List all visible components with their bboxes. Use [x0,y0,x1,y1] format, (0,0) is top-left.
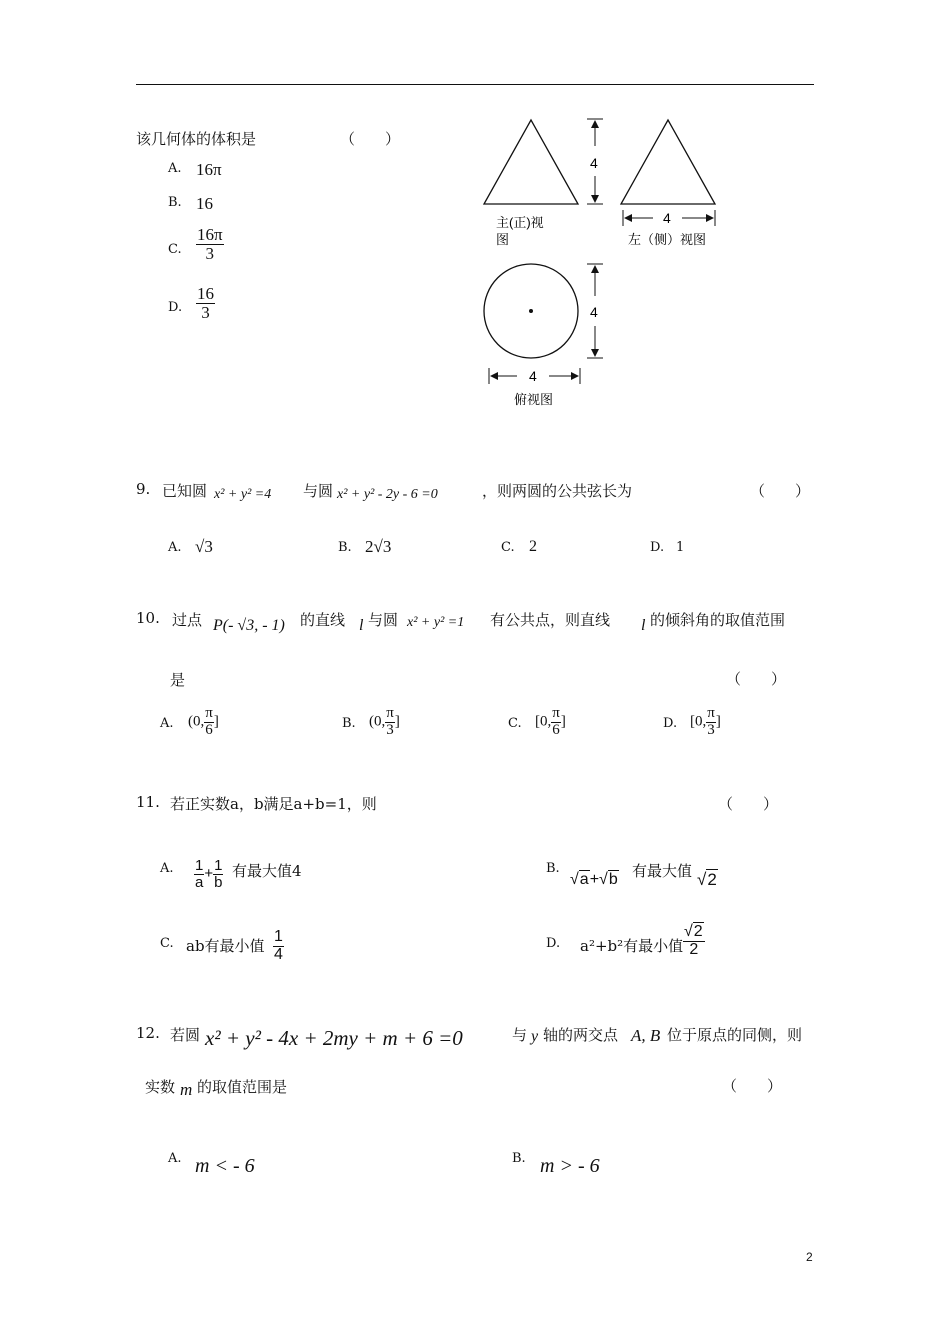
q11-opt-a-expr: $\frac{1}{a}$ + $\frac{1}{b}$ [195,857,223,891]
q11-number: 11. [136,793,160,811]
q12-stem-1: 若圆 [170,1026,201,1044]
q12-opt-a: m < - 6 [195,1155,255,1177]
q9-opt-c: 2 [529,538,537,555]
q8-paren: （ ） [340,130,401,148]
q9-paren: （ ） [750,482,811,500]
q11-opt-d-label: D. [546,936,561,951]
page-number: 2 [806,1250,813,1264]
q11-opt-c-text: ab有最小值 [186,937,265,955]
side-view-triangle [621,120,715,204]
q10-stem-5: 的倾斜角的取值范围 [650,611,786,629]
q12-equation: x² + y² - 4x + 2my + m + 6 =0 [205,1026,463,1050]
q9-opt-d-label: D. [650,540,665,555]
q8-opt-c-label: C. [168,242,182,257]
q9-opt-b-label: B. [338,540,352,555]
side-view-label: 左（侧）视图 [628,232,707,247]
q11-opt-d-value: $\frac{√2}{2}$ [684,923,703,958]
q11-opt-c-value: $\frac{1}{4}$ [274,928,283,963]
q12-stem-4: 位于原点的同侧，则 [667,1026,803,1044]
q11-stem: 若正实数a，b满足a+b=1，则 [170,795,377,813]
front-view-label-line1: 主(正)视 [496,215,544,230]
q10-point: P(- √3, - 1) [213,617,285,634]
q8-opt-b-label: B. [168,195,182,210]
top-dim-horizontal-label: 4 [529,368,537,384]
q10-opt-b-label: B. [342,716,356,731]
q10-stem-1: 过点 [172,611,203,629]
q10-opt-c-render: [0, $\frac{\pi}{6}$ ] [535,705,566,738]
q8-opt-c-denominator: 3 [205,243,215,263]
q12-number: 12. [136,1024,160,1042]
q8-opt-d [196,285,215,322]
q9-number: 9. [136,480,151,498]
q9-stem-3: ，则两圆的公共弦长为 [482,482,633,500]
q9-stem-2: 与圆 [303,482,334,500]
q11-opt-b-label: B. [546,861,560,876]
q12-opt-a-label: A. [168,1151,182,1166]
q11-opt-b-text: 有最大值 [632,862,693,880]
q10-line-l: l [359,617,364,634]
top-view-center-dot [529,309,533,313]
q12-y: y [531,1028,539,1045]
q11-paren: （ ） [718,795,779,813]
q11-opt-b-value: √2 [697,870,717,889]
q11-opt-b-expr: √a+√b [570,871,618,888]
q8-stem: 该几何体的体积是 [136,130,257,148]
q8-opt-b: 16 [196,194,213,213]
q12-stem-2: 与 [512,1026,528,1044]
q12-paren: （ ） [722,1077,783,1095]
q8-opt-d-label: D. [168,300,183,315]
top-dim-vertical-label: 4 [590,304,598,320]
header-rule [136,84,814,85]
q10-paren: （ ） [726,670,787,688]
q8-opt-c [196,226,224,263]
q11-opt-a-text: 有最大值4 [232,862,302,880]
q8-opt-c-numerator: 16π [197,225,223,244]
q10-opt-a-render: (0, $\frac{\pi}{6}$ ] [188,705,219,738]
q9-stem-1: 已知圆 [162,482,208,500]
q10-opt-a-label: A. [160,716,174,731]
q10-stem-6: 是 [170,671,186,689]
q8-opt-a: 16π [196,160,222,179]
q9-opt-a-label: A. [168,540,182,555]
q10-stem-2: 的直线 [300,611,346,629]
q12-m: m [180,1080,193,1099]
front-dim-label: 4 [590,155,598,171]
q10-opt-b-render: (0, $\frac{\pi}{3}$ ] [369,705,400,738]
q12-opt-b-label: B. [512,1151,526,1166]
q9-opt-a: √3 [195,537,213,556]
q12-opt-b: m > - 6 [540,1155,600,1177]
three-view-figure [470,110,740,415]
q11-opt-c-label: C. [160,936,174,951]
side-dim-label: 4 [663,210,671,226]
q9-opt-d: 1 [676,540,685,555]
q12-stem-3: 轴的两交点 [543,1026,619,1044]
q8-opt-d-denominator: 3 [201,302,210,322]
q11-opt-a-label: A. [160,861,174,876]
q9-opt-b: 2√3 [365,537,392,556]
q10-opt-d-label: D. [663,716,678,731]
q9-opt-c-label: C. [501,540,515,555]
q10-stem-4: 有公共点，则直线 [490,611,611,629]
q8-opt-a-label: A. [168,161,182,176]
q9-equation-2: x² + y² - 2y - 6 =0 [337,487,438,502]
front-view-label-line2: 图 [496,232,510,247]
q10-equation: x² + y² =1 [407,615,465,630]
q12-stem-6: 的取值范围是 [197,1078,288,1096]
q10-line-l-2: l [641,617,646,634]
q10-number: 10. [136,609,160,627]
front-view-triangle [484,120,578,204]
q12-points: A, B [631,1026,661,1045]
q10-stem-3: 与圆 [368,611,399,629]
q12-stem-5: 实数 [145,1078,176,1096]
q10-opt-c-label: C. [508,716,522,731]
q10-opt-d-render: [0, $\frac{\pi}{3}$ ] [690,705,721,738]
q8-opt-d-numerator: 16 [197,284,214,303]
top-view-label: 俯视图 [514,392,554,407]
q11-opt-d-text: a²+b²有最小值 [580,937,684,955]
q9-equation-1: x² + y² =4 [214,487,272,502]
